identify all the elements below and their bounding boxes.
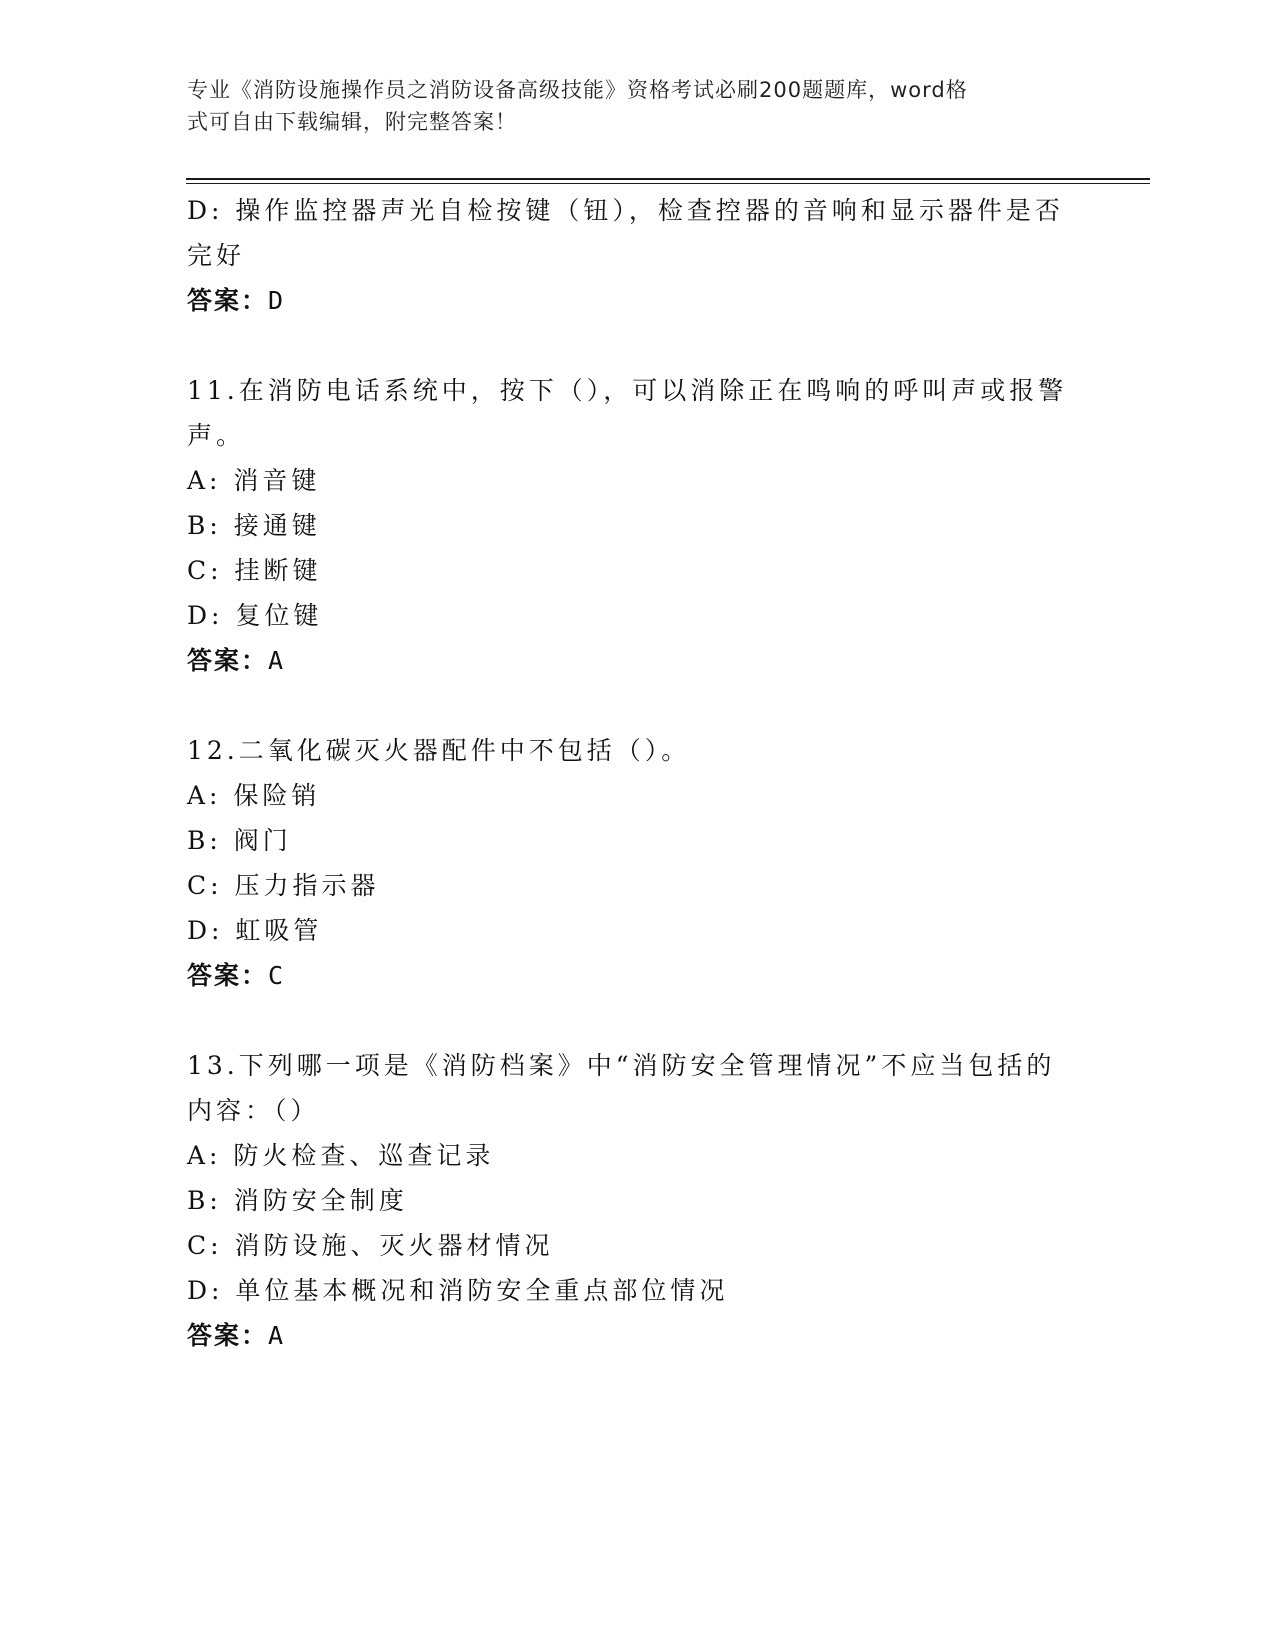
- question-12: [187, 728, 1087, 998]
- answer-value: D: [268, 286, 286, 315]
- answer-label: 答案：: [187, 286, 269, 315]
- question-list: [187, 188, 1087, 1358]
- question-stem: 11.在消防电话系统中，按下（），可以消除正在鸣响的呼叫声或报警: [187, 376, 1068, 405]
- option-d: D: 操作监控器声光自检按键（钮），检查控器的音响和显示器件是否: [187, 196, 1064, 225]
- header-line-2: 式可自由下载编辑，附完整答案！: [187, 110, 517, 134]
- document-header: [187, 74, 1067, 138]
- option-b: B: 阀门: [187, 826, 292, 855]
- question-13: [187, 1043, 1087, 1358]
- answer-value: A: [268, 1321, 286, 1350]
- question-stem: 13.下列哪一项是《消防档案》中“消防安全管理情况”不应当包括的: [187, 1051, 1056, 1080]
- answer: [187, 278, 1087, 323]
- question-11: [187, 368, 1087, 683]
- answer: [187, 638, 1087, 683]
- option-b: B: 消防安全制度: [187, 1186, 408, 1215]
- option-c: C: 消防设施、灭火器材情况: [187, 1231, 554, 1260]
- option-d: D: 单位基本概况和消防安全重点部位情况: [187, 1276, 729, 1305]
- option-c: C: 压力指示器: [187, 871, 380, 900]
- answer: [187, 953, 1087, 998]
- question-stem-continued: 内容：（）: [187, 1096, 320, 1125]
- answer-value: C: [268, 961, 286, 990]
- option-b: B: 接通键: [187, 511, 321, 540]
- option-a: A: 消音键: [187, 466, 321, 495]
- answer: [187, 1313, 1087, 1358]
- answer-label: 答案：: [187, 961, 269, 990]
- question-stem: 12.二氧化碳灭火器配件中不包括（）。: [187, 736, 691, 765]
- header-line-1: 专业《消防设施操作员之消防设备高级技能》资格考试必刷200题题库，word格: [187, 78, 968, 102]
- header-divider-thin: [186, 183, 1150, 184]
- answer-label: 答案：: [187, 1321, 269, 1350]
- question-10-continuation: [187, 188, 1087, 323]
- header-divider-thick: [186, 178, 1150, 180]
- answer-label: 答案：: [187, 646, 269, 675]
- answer-value: A: [268, 646, 286, 675]
- option-c: C: 挂断键: [187, 556, 322, 585]
- option-a: A: 保险销: [187, 781, 321, 810]
- option-d: D: 复位键: [187, 601, 323, 630]
- option-d: D: 虹吸管: [187, 916, 323, 945]
- option-d-continued: 完好: [187, 241, 246, 270]
- question-stem-continued: 声。: [187, 421, 246, 450]
- option-a: A: 防火检查、巡查记录: [187, 1141, 495, 1170]
